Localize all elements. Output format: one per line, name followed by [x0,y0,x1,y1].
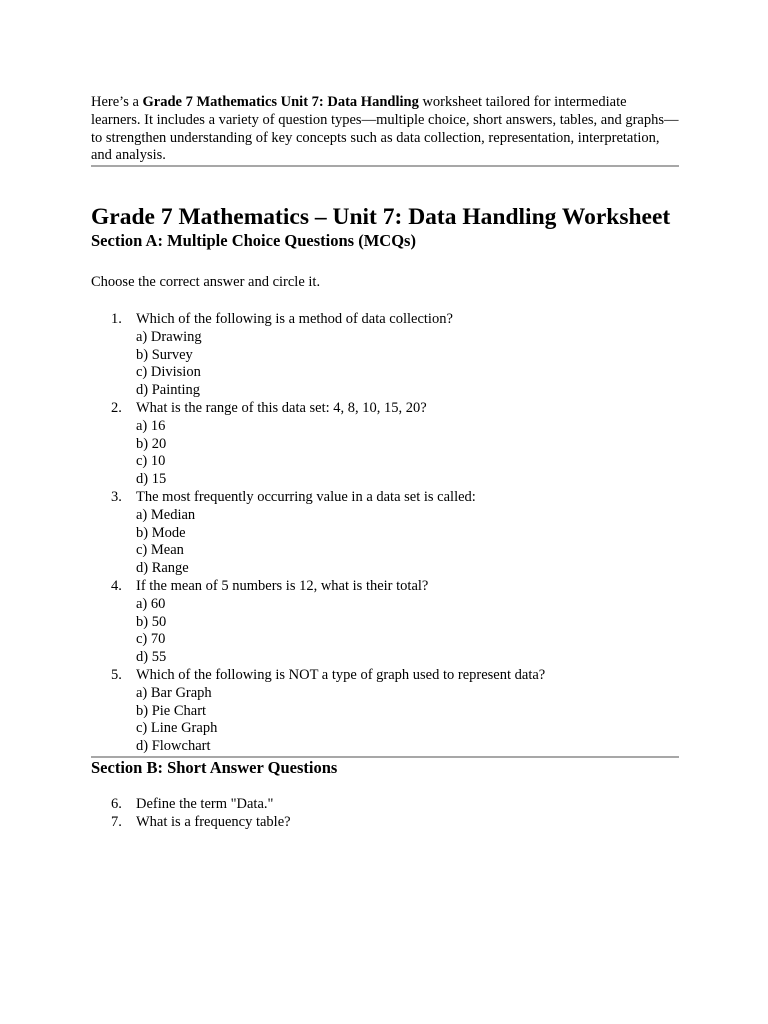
short-answer-question-6 [91,796,679,814]
question-text: Which of the following is a method of data collection? [136,310,453,327]
question-number: 5. [111,666,122,683]
answer-option: a) 60 [136,595,166,612]
document-content [91,94,679,832]
answer-option: a) Median [136,506,196,523]
mcq-question-5 [91,667,679,756]
intro-prefix: Here’s a [91,94,143,110]
mcq-question-3 [91,489,679,578]
intro-paragraph [91,94,679,165]
worksheet-title: Grade 7 Mathematics – Unit 7: Data Handling Worksheet [91,204,671,231]
answer-option: b) Survey [136,346,193,363]
question-text: What is the range of this data set: 4, 8, 10, 15, 20? [136,399,427,416]
section-a-instruction: Choose the correct answer and circle it. [91,274,321,291]
intro-suffix: worksheet tailored for intermediate learners. It includes a variety of question types—multiple choice, short answers, tables, and graphs—to strengthen understanding of key concepts such as data collection, representation, interpretation, and analysis. [91,94,679,164]
question-number: 3. [111,488,122,505]
answer-option: c) Line Graph [136,720,218,737]
question-number: 1. [111,310,122,327]
mcq-list [91,311,679,756]
horizontal-divider [91,165,679,167]
question-text: Define the term "Data." [136,795,274,812]
question-text: The most frequently occurring value in a data set is called: [136,488,476,505]
question-text: What is a frequency table? [136,813,291,830]
mcq-question-2 [91,400,679,489]
mcq-question-1 [91,311,679,400]
section-b-heading: Section B: Short Answer Questions [91,757,338,777]
answer-option: d) 15 [136,471,167,488]
section-a-heading: Section A: Multiple Choice Questions (MCQs) [91,231,416,251]
answer-option: b) Mode [136,524,186,541]
answer-option: a) Drawing [136,328,202,345]
short-answer-list [91,796,679,832]
answer-option: d) Range [136,560,189,577]
question-number: 4. [111,577,122,594]
question-number: 2. [111,399,122,416]
mcq-question-4 [91,578,679,667]
answer-option: d) Flowchart [136,738,211,755]
answer-option: c) 10 [136,453,166,470]
question-number: 7. [111,813,122,830]
answer-option: b) 50 [136,613,167,630]
answer-option: d) Painting [136,382,201,399]
answer-option: a) Bar Graph [136,684,212,701]
intro-bold-title: Grade 7 Mathematics Unit 7: Data Handling [142,94,419,110]
answer-option: c) Division [136,364,201,381]
answer-option: c) 70 [136,631,166,648]
question-text: If the mean of 5 numbers is 12, what is their total? [136,577,429,594]
question-text: Which of the following is NOT a type of graph used to represent data? [136,666,546,683]
answer-option: a) 16 [136,417,166,434]
answer-option: b) 20 [136,435,167,452]
question-number: 6. [111,795,122,812]
short-answer-question-7 [91,814,679,832]
answer-option: d) 55 [136,649,167,666]
answer-option: b) Pie Chart [136,702,207,719]
answer-option: c) Mean [136,542,184,559]
